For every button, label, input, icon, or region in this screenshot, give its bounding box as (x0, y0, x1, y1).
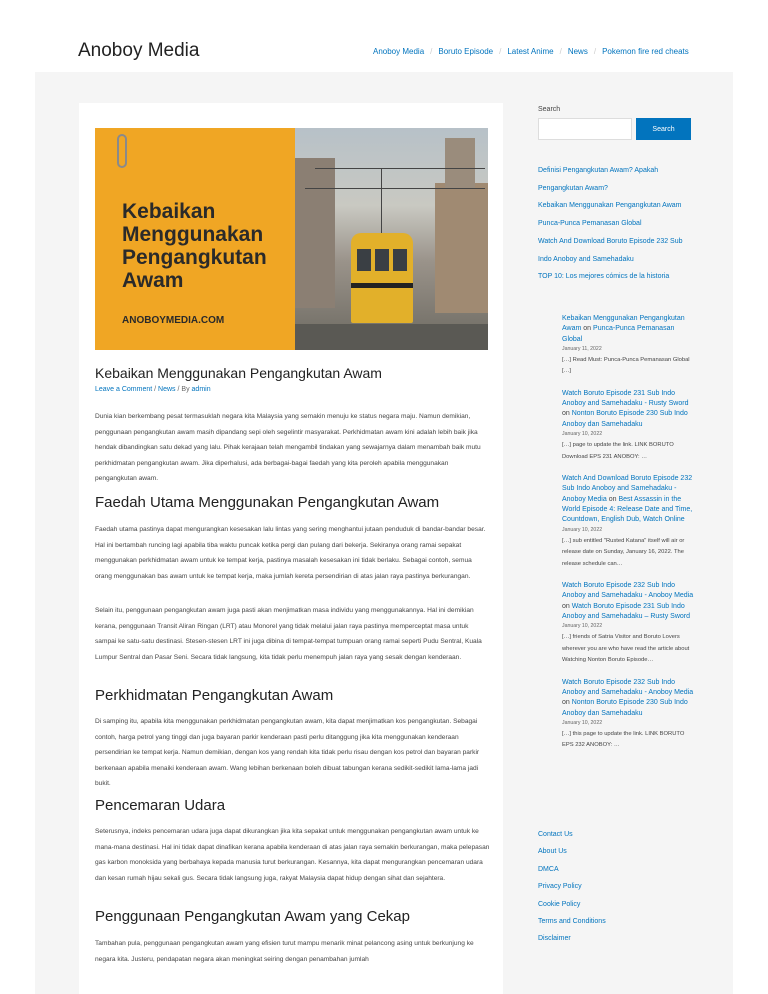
comment-item (562, 581, 694, 667)
comment-author-link[interactable]: Watch Boruto Episode 231 Sub Indo Anoboy and Samehadaku - Rusty Sword (562, 389, 689, 408)
section-heading: Penggunaan Pengangkutan Awam yang Cekap (95, 908, 410, 925)
comment-author-link[interactable]: Watch Boruto Episode 232 Sub Indo Anoboy and Samehadaku - Anoboy Media (562, 582, 694, 600)
footer-link-privacy[interactable]: Privacy Policy (538, 883, 582, 891)
nav-separator: / (593, 47, 597, 56)
main-nav (373, 47, 689, 56)
recent-posts (538, 162, 698, 286)
paragraph: Faedah utama pastinya dapat mengurangkan kesesakan lalu lintas yang sering menghantui jutaan penduduk di bandar-bandar besar. Hal ini bertambah runcing lagi apabila tiba waktu puncak ketika pergi dan pulang dari bekerja. Sekiranya orang ramai sepakat menggunakan perkhidmatan awam untuk ke tempat kerja, pastinya masalah kesesakan ini tidak berlaku. Sebagai contoh, semua orang menggunakan bas awam untuk ke tempat kerja, maka jumlah kereta persendirian di atas jalan raya pastinya berkurangan. (95, 526, 486, 580)
comment-item (562, 389, 694, 463)
comment-post-link[interactable]: Nonton Boruto Episode 230 Sub Indo Anoboy dan Samehadaku (562, 410, 688, 428)
post-meta (95, 386, 211, 393)
featured-image-title (122, 200, 267, 292)
footer-link-about[interactable]: About Us (538, 848, 567, 856)
tram-pole (381, 168, 382, 234)
comment-excerpt: […] page to update the link. LINK BORUTO Download EPS 231 ANOBOY: … (562, 442, 674, 460)
paragraph: Tambahan pula, penggunaan pengangkutan awam yang efisien turut mampu menarik minat pelancong asing untuk berkunjung ke negara kita. Justeru, pendapatan negara akan meningkat seiring dengan penambahan jumlah (95, 940, 474, 963)
comment-on: on (608, 495, 617, 503)
meta-by: By (181, 386, 190, 393)
comment-on: on (583, 325, 592, 333)
paperclip-icon (117, 134, 127, 168)
comment-date: January 10, 2022 (562, 526, 603, 533)
comment-item (562, 474, 694, 570)
overhead-wire (315, 168, 485, 169)
comment-on: on (562, 699, 570, 707)
intro-paragraph: Dunia kian berkembang pesat termasuklah negara kita Malaysia yang semakin menuju ke status negara maju. Namun demikian, penggunaan pengangkutan awam masih dipandang sepi oleh segelintir masyarakat. Perkhidmatan awam kini adalah lebih baik jika hendak dibandingkan satu dekad yang lalu. Pihak kerajaan telah mengambil tindakan yang sewajarnya dalam menambah baik mutu perkhidmatan pengangkutan awam. Jika diperhalusi, ada berbagai-bagai faedah yang kita peroleh apabila menggunakan pengangkutan awam. (95, 413, 481, 482)
comment-link[interactable]: Leave a Comment (95, 386, 153, 393)
comment-author-link[interactable]: Kebaikan Menggunakan Pengangkutan Awam (562, 315, 685, 333)
tram (351, 233, 413, 323)
meta-separator: / (177, 386, 182, 393)
comment-on: on (562, 410, 570, 418)
tram-window (357, 249, 371, 271)
featured-image[interactable] (95, 128, 488, 350)
footer-link-terms[interactable]: Terms and Conditions (538, 918, 606, 926)
building (445, 138, 475, 188)
footer-links (538, 826, 698, 948)
comment-title (562, 389, 694, 430)
comment-post-link[interactable]: Best Assassin in the World Episode 4: Release Date and Time, Countdown, English Dub, Watch Online (562, 495, 693, 524)
comment-item (562, 314, 694, 378)
recent-post-link[interactable]: Punca-Punca Pemanasan Global (538, 220, 642, 228)
site-header (0, 0, 768, 72)
featured-image-site: ANOBOYMEDIA.COM (122, 315, 225, 326)
overhead-wire (305, 188, 485, 189)
author-link[interactable]: admin (191, 386, 211, 393)
site-title[interactable]: Anoboy Media (78, 40, 200, 61)
comment-post-link[interactable]: Nonton Boruto Episode 230 Sub Indo Anoboy dan Samehadaku (562, 699, 688, 717)
comment-title (562, 581, 694, 622)
section-heading: Pencemaran Udara (95, 797, 226, 814)
section-heading: Perkhidmatan Pengangkutan Awam (95, 687, 334, 704)
nav-item-pokemon[interactable]: Pokemon fire red cheats (602, 47, 689, 56)
nav-item-boruto-episode[interactable]: Boruto Episode (438, 47, 494, 56)
nav-item-latest-anime[interactable]: Latest Anime (507, 47, 554, 56)
recent-post-link[interactable]: Kebaikan Menggunakan Pengangkutan Awam (538, 202, 682, 210)
road (295, 324, 488, 350)
featured-title-line: Kebaikan (122, 200, 216, 223)
recent-post-link[interactable]: TOP 10: Los mejores cómics de la historia (538, 273, 670, 281)
nav-separator: / (559, 47, 562, 56)
search-label: Search (538, 106, 561, 113)
nav-separator: / (499, 47, 502, 56)
comment-excerpt: […] this page to update the link. LINK BORUTO EPS 232 ANOBOY: … (562, 730, 685, 749)
comment-excerpt: […] Read Must: Punca-Punca Pemanasan Global […] (562, 356, 690, 375)
comment-date: January 11, 2022 (562, 345, 602, 352)
paragraph: Selain itu, penggunaan pengangkutan awam juga pasti akan menjimatkan masa individu yang menggunakannya. Hal ini demikian kerana, penggunaan Transit Aliran Ringan (LRT) atau Monorel yang tidak melalui jalan raya pastinya memperceptat masa untuk sampai ke satu-satu destinasi. Stesen-stesen LRT ini juga dibina di tempat-tempat tumpuan orang ramai seperti Pudu Sentral, Kuala Lumpur Sentral dan Pasar Seni. Secara tidak langsung, kita tidak perlu menempuh jalan raya yang sesak dengan kenderaan. (95, 607, 482, 661)
nav-item-news[interactable]: News (567, 47, 588, 56)
recent-post-link[interactable]: Definisi Pengangkutan Awam? Apakah Pengangkutan Awam? (538, 167, 659, 192)
recent-comments (562, 314, 694, 763)
comment-author-link[interactable]: Watch And Download Boruto Episode 232 Sub Indo Anoboy and Samehadaku - Anoboy Media (562, 475, 693, 503)
footer-link-dmca[interactable]: DMCA (538, 865, 559, 873)
footer-link-cookie[interactable]: Cookie Policy (538, 900, 581, 908)
tram-window (375, 249, 389, 271)
comment-date: January 10, 2022 (562, 623, 603, 630)
recent-post-link[interactable]: Watch And Download Boruto Episode 232 Sub Indo Anoboy and Samehadaku (538, 237, 683, 263)
comment-post-link[interactable]: Punca-Punca Pemanasan Global (562, 325, 675, 343)
comment-title (562, 678, 694, 719)
featured-title-line: Awam (122, 269, 184, 292)
featured-title-line: Pengangkutan (122, 246, 267, 269)
featured-title-line: Menggunakan (122, 223, 264, 246)
comment-title (562, 474, 694, 525)
category-link[interactable]: News (158, 386, 176, 393)
post-title[interactable]: Kebaikan Menggunakan Pengangkutan Awam (95, 365, 382, 381)
comment-date: January 10, 2022 (562, 719, 603, 726)
nav-separator: / (430, 47, 433, 56)
comment-title (562, 314, 694, 345)
paragraph: Seterusnya, indeks pencemaran udara juga dapat dikurangkan jika kita sepakat untuk menggunakan pengangkutan awam untuk ke mana-mana destinasi. Hal ini tidak dapat dinafikan kerana apabila kenderaan di atas jalan raya semakin berkurangan, maka pelepasan gas karbon monoksida yang berbahaya kepada manusia turut berkurangan. Kesannya, kita dapat mengurangkan pencemaran udara dan kesan rumah hijau sekali gus. Secara tidak langsung juga, rakyat Malaysia dapat hidup dengan sihat dan sejahtera. (95, 828, 490, 882)
section-heading: Faedah Utama Menggunakan Pengangkutan Awam (95, 494, 440, 511)
footer-link-disclaimer[interactable]: Disclaimer (538, 935, 571, 943)
search-input[interactable] (538, 118, 632, 140)
footer-link-contact[interactable]: Contact Us (538, 831, 573, 838)
meta-separator: / (154, 386, 159, 393)
comment-excerpt: […] friends of Satria Visitor and Boruto Lovers wherever you are who have read the article about Watching Nonton Boruto Episode… (562, 634, 690, 664)
comment-author-link[interactable]: Watch Boruto Episode 232 Sub Indo Anoboy and Samehadaku - Anoboy Media (562, 678, 694, 697)
comment-item (562, 678, 694, 752)
comment-post-link[interactable]: Watch Boruto Episode 231 Sub Indo Anoboy and Samehadaku – Rusty Sword (562, 602, 691, 620)
comment-on: on (562, 602, 570, 610)
comment-date: January 10, 2022 (562, 431, 603, 438)
article (79, 103, 503, 994)
comment-excerpt: […] sub entitled "Rusted Katana" itself will air or release date on Sunday, January 16, 2022. The release schedule can… (562, 537, 685, 567)
tram-stripe (351, 283, 413, 288)
search-button[interactable]: Search (636, 118, 691, 140)
paragraph: Di samping itu, apabila kita menggunakan perkhidmatan pengangkutan awam, kita dapat menjimatkan kos pengangkutan. Sebagai contoh, harga petrol yang tinggi dan juga bayaran parkir kenderaan pasti perlu ditanggung jika kita menggunakan kenderaan persendirian ke tempat kerja. Namun demikian, dengan kos yang rendah kita tidak perlu risau dengan kos petrol dan bayaran parkir berkenaan apabila menaiki kenderaan awam. Wang lebihan berkenaan boleh dibuat tabungan kerana sedikit-sedikit lama-lama jadi bukit. (95, 718, 480, 787)
nav-item-anoboy-media[interactable]: Anoboy Media (373, 47, 425, 56)
tram-window (393, 249, 407, 271)
building (295, 158, 335, 308)
tram-photo (295, 128, 488, 350)
building (435, 183, 488, 313)
